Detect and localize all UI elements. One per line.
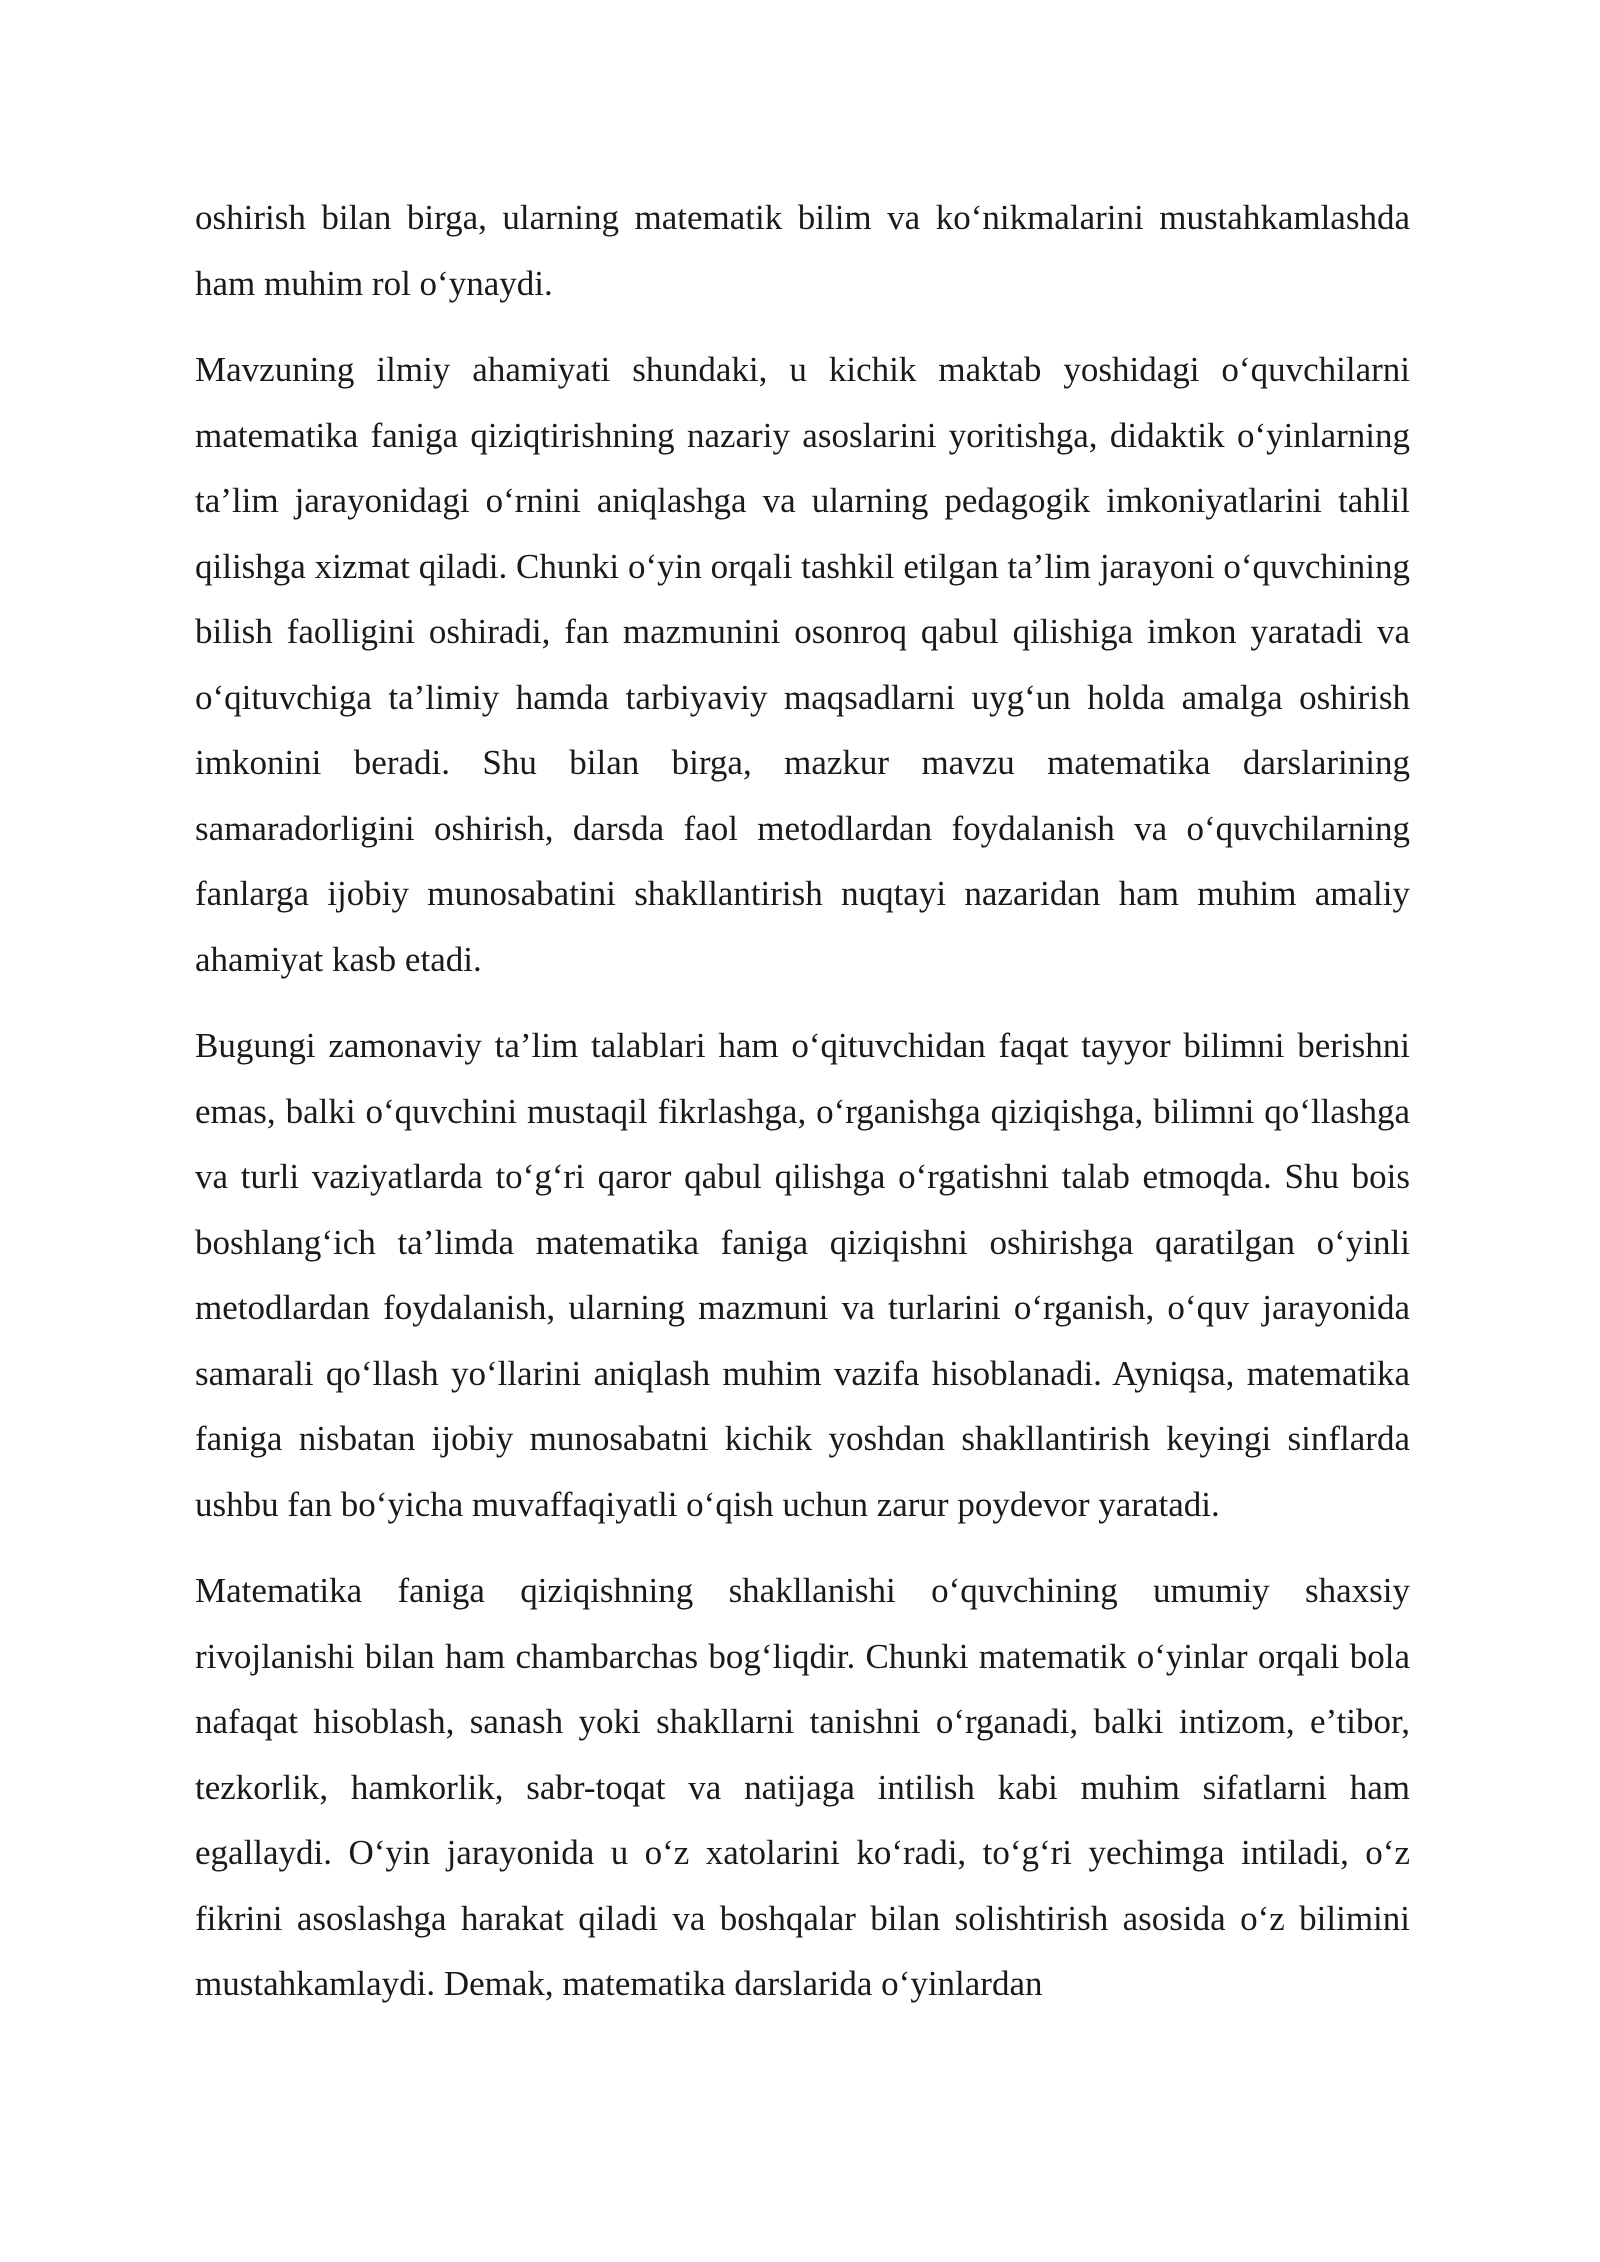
body-text <box>195 185 1410 2038</box>
paragraph-4: Matematika faniga qiziqishning shakllanishi o‘quvchining umumiy shaxsiy rivojlanishi bilan ham chambarchas bog‘liqdir. Chunki matematik o‘yinlar orqali bola nafaqat hisoblash, sanash yoki shakllarni tanishni o‘rganadi, balki intizom, e’tibor, tezkorlik, hamkorlik, sabr-toqat va natijaga intilish kabi muhim sifatlarni ham egallaydi. O‘yin jarayonida u o‘z xatolarini ko‘radi, to‘g‘ri yechimga intiladi, o‘z fikrini asoslashga harakat qiladi va boshqalar bilan solishtirish asosida o‘z bilimini mustahkamlaydi. Demak, matematika darslarida o‘yinlardan <box>195 1571 1410 2003</box>
paragraph-3: Bugungi zamonaviy ta’lim talablari ham o‘qituvchidan faqat tayyor bilimni berishni emas, balki o‘quvchini mustaqil fikrlashga, o‘rganishga qiziqishga, bilimni qo‘llashga va turli vaziyatlarda to‘g‘ri qaror qabul qilishga o‘rgatishni talab etmoqda. Shu bois boshlang‘ich ta’limda matematika faniga qiziqishni oshirishga qaratilgan o‘yinli metodlardan foydalanish, ularning mazmuni va turlarini o‘rganish, o‘quv jarayonida samarali qo‘llash yo‘llarini aniqlash muhim vazifa hisoblanadi. Ayniqsa, matematika faniga nisbatan ijobiy munosabatni kichik yoshdan shakllantirish keyingi sinflarda ushbu fan bo‘yicha muvaffaqiyatli o‘qish uchun zarur poydevor yaratadi. <box>195 1026 1410 1524</box>
paragraph-2: Mavzuning ilmiy ahamiyati shundaki, u kichik maktab yoshidagi o‘quvchilarni matematika faniga qiziqtirishning nazariy asoslarini yoritishga, didaktik o‘yinlarning ta’lim jarayonidagi o‘rnini aniqlashga va ularning pedagogik imkoniyatlarini tahlil qilishga xizmat qiladi. Chunki o‘yin orqali tashkil etilgan ta’lim jarayoni o‘quvchining bilish faolligini oshiradi, fan mazmunini osonroq qabul qilishiga imkon yaratadi va o‘qituvchiga ta’limiy hamda tarbiyaviy maqsadlarni uyg‘un holda amalga oshirish imkonini beradi. Shu bilan birga, mazkur mavzu matematika darslarining samaradorligini oshirish, darsda faol metodlardan foydalanish va o‘quvchilarning fanlarga ijobiy munosabatini shakllantirish nuqtayi nazaridan ham muhim amaliy ahamiyat kasb etadi. <box>195 350 1410 979</box>
paragraph-1: oshirish bilan birga, ularning matematik bilim va ko‘nikmalarini mustahkamlashda ham muhim rol o‘ynaydi. <box>195 198 1410 303</box>
